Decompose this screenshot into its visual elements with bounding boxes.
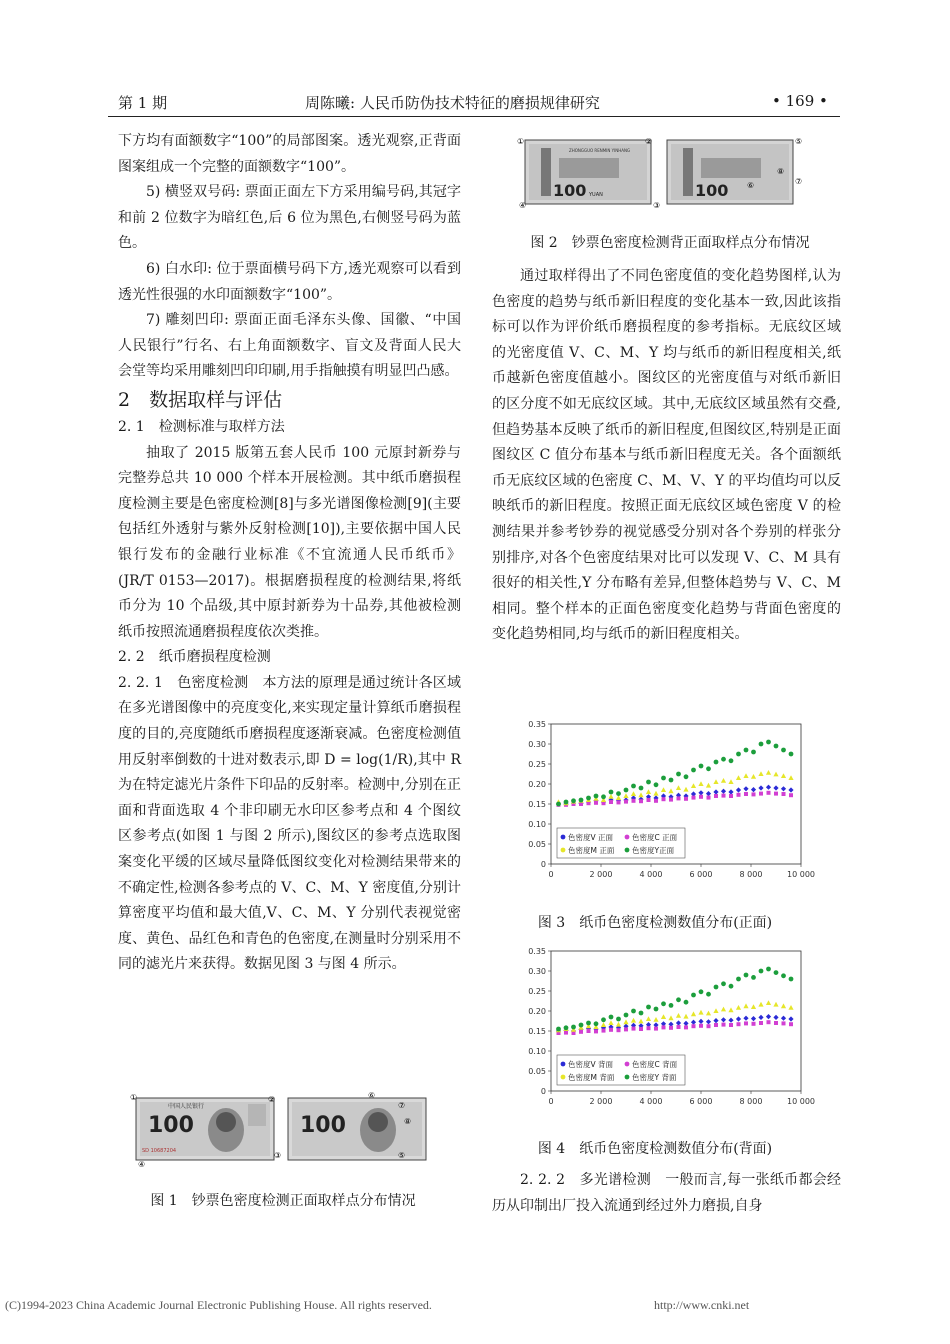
mark-7: ⑦ bbox=[398, 1101, 406, 1110]
point-M bbox=[638, 792, 643, 797]
point-V bbox=[766, 1014, 771, 1019]
point-C bbox=[789, 793, 793, 797]
point-C bbox=[677, 796, 681, 800]
point-V bbox=[736, 787, 741, 792]
point-C bbox=[617, 800, 621, 804]
y-tick-label: 0.20 bbox=[528, 1007, 546, 1016]
point-Y bbox=[736, 977, 741, 982]
point-M bbox=[683, 787, 688, 792]
point-V bbox=[743, 786, 748, 791]
point-V bbox=[758, 1015, 763, 1020]
mark-1: ① bbox=[517, 137, 525, 146]
point-C bbox=[624, 800, 628, 804]
point-Y bbox=[609, 790, 614, 795]
point-V bbox=[728, 789, 733, 794]
point-M bbox=[668, 788, 673, 793]
point-Y bbox=[631, 784, 636, 789]
point-Y bbox=[669, 778, 674, 783]
point-M bbox=[788, 1005, 793, 1010]
point-Y bbox=[714, 985, 719, 990]
point-V bbox=[698, 790, 703, 795]
running-title: 周陈曦: 人民币防伪技术特征的磨损规律研究 bbox=[305, 94, 600, 112]
point-M bbox=[736, 1005, 741, 1010]
point-Y bbox=[751, 975, 756, 980]
y-tick-label: 0.35 bbox=[528, 947, 546, 956]
note-back-right bbox=[667, 140, 793, 204]
legend-label: 色密度Y正面 bbox=[632, 846, 675, 855]
header-rule bbox=[108, 116, 840, 117]
point-Y bbox=[654, 1007, 659, 1012]
point-C bbox=[662, 1025, 666, 1029]
x-tick-label: 8 000 bbox=[739, 1097, 763, 1106]
point-C bbox=[707, 1024, 711, 1028]
y-tick-label: 0.20 bbox=[528, 780, 546, 789]
point-Y bbox=[654, 782, 659, 787]
point-M bbox=[788, 775, 793, 780]
point-C bbox=[594, 801, 598, 805]
point-M bbox=[781, 773, 786, 778]
point-Y bbox=[706, 992, 711, 997]
note-value: 100 bbox=[148, 1113, 194, 1138]
point-C bbox=[782, 792, 786, 796]
point-V bbox=[773, 785, 778, 790]
point-V bbox=[788, 1016, 793, 1021]
point-V bbox=[788, 787, 793, 792]
point-C bbox=[654, 1027, 658, 1031]
point-M bbox=[653, 1017, 658, 1022]
y-tick-label: 0.10 bbox=[528, 1047, 546, 1056]
legend-label: 色密度M 背面 bbox=[568, 1073, 615, 1082]
back-value: 100 bbox=[695, 181, 729, 200]
x-tick-label: 4 000 bbox=[639, 1097, 663, 1106]
point-V bbox=[781, 1016, 786, 1021]
mark-3: ③ bbox=[274, 1151, 282, 1160]
point-M bbox=[698, 1010, 703, 1015]
figure-1-banknote-front bbox=[128, 1092, 458, 1168]
point-V bbox=[758, 785, 763, 790]
point-C bbox=[669, 798, 673, 802]
mark-3: ③ bbox=[653, 201, 661, 210]
point-Y bbox=[571, 798, 576, 803]
point-C bbox=[744, 792, 748, 796]
point-C bbox=[759, 792, 763, 796]
point-M bbox=[601, 1022, 606, 1027]
note-front-left bbox=[136, 1098, 274, 1160]
legend-marker bbox=[625, 1062, 630, 1067]
figure-3-caption: 图 3 纸币色密度检测数值分布(正面) bbox=[537, 915, 773, 931]
item-serial-number: 5) 横竖双号码: 票面正面左下方采用编号码,其冠字和前 2 位数字为暗红色,后 6 位为黑色,右侧竖号码为蓝色。 bbox=[118, 184, 461, 252]
note-header: 中国人民银行 bbox=[168, 1103, 205, 1110]
point-C bbox=[632, 1027, 636, 1031]
point-Y bbox=[766, 740, 771, 745]
y-tick-label: 0.30 bbox=[528, 967, 546, 976]
point-Y bbox=[691, 768, 696, 773]
section-2-1-heading: 2. 1 检测标准与取样方法 bbox=[118, 418, 285, 435]
y-tick-label: 0.35 bbox=[528, 720, 546, 729]
point-M bbox=[766, 770, 771, 775]
x-tick-label: 10 000 bbox=[787, 870, 815, 879]
point-C bbox=[639, 799, 643, 803]
point-Y bbox=[639, 786, 644, 791]
point-Y bbox=[646, 780, 651, 785]
point-M bbox=[661, 787, 666, 792]
point-M bbox=[728, 1007, 733, 1012]
figure-1-caption: 图 1 钞票色密度检测正面取样点分布情况 bbox=[150, 1193, 416, 1209]
point-C bbox=[624, 1027, 628, 1031]
point-C bbox=[767, 791, 771, 795]
point-Y bbox=[759, 969, 764, 974]
point-M bbox=[706, 783, 711, 788]
point-Y bbox=[789, 752, 794, 757]
x-tick-label: 0 bbox=[548, 1097, 554, 1106]
point-Y bbox=[571, 1025, 576, 1030]
point-C bbox=[692, 1024, 696, 1028]
y-tick-label: 0.30 bbox=[528, 740, 546, 749]
section-2-heading: 2 数据取样与评估 bbox=[118, 388, 283, 411]
point-Y bbox=[556, 802, 561, 807]
point-Y bbox=[564, 1025, 569, 1030]
point-M bbox=[773, 772, 778, 777]
point-Y bbox=[646, 1005, 651, 1010]
legend-label: 色密度V 正面 bbox=[568, 833, 614, 842]
page-number: • 169 • bbox=[772, 92, 828, 110]
mark-6: ⑥ bbox=[747, 181, 755, 190]
point-C bbox=[722, 794, 726, 798]
copyright-notice: (C)1994-2023 China Academic Journal Electronic Publishing House. All rights reserved. bbox=[5, 1298, 432, 1312]
point-Y bbox=[781, 748, 786, 753]
point-M bbox=[661, 1014, 666, 1019]
point-C bbox=[662, 797, 666, 801]
legend-label: 色密度C 正面 bbox=[632, 833, 678, 842]
point-Y bbox=[661, 1001, 666, 1006]
point-Y bbox=[586, 796, 591, 801]
point-M bbox=[631, 1018, 636, 1023]
legend-label: 色密度Y 背面 bbox=[632, 1073, 677, 1082]
point-M bbox=[608, 794, 613, 799]
figure-4-chart bbox=[515, 945, 815, 1115]
point-C bbox=[684, 797, 688, 801]
point-C bbox=[677, 1025, 681, 1029]
point-Y bbox=[721, 981, 726, 986]
point-M bbox=[691, 1011, 696, 1016]
point-Y bbox=[631, 1009, 636, 1014]
source-url: http://www.cnki.net bbox=[654, 1298, 750, 1312]
back-header: ZHONGGUO RENMIN YINHANG bbox=[569, 148, 631, 153]
point-C bbox=[729, 1023, 733, 1027]
point-M bbox=[728, 779, 733, 784]
point-V bbox=[683, 1021, 688, 1026]
point-C bbox=[632, 799, 636, 803]
point-M bbox=[653, 791, 658, 796]
y-tick-label: 0.05 bbox=[528, 1067, 546, 1076]
point-C bbox=[707, 796, 711, 800]
point-Y bbox=[586, 1021, 591, 1026]
point-Y bbox=[556, 1027, 561, 1032]
point-Y bbox=[616, 1017, 621, 1022]
x-tick-label: 10 000 bbox=[787, 1097, 815, 1106]
y-tick-label: 0.25 bbox=[528, 760, 546, 769]
point-V bbox=[773, 1015, 778, 1020]
point-V bbox=[706, 1019, 711, 1024]
item-intaglio: 7) 雕刻凹印: 票面正面毛泽东头像、国徽、“中国人民银行”行名、右上角面额数字、盲文及背面人民大会堂等均采用雕刻凹印印刷,用手指触摸有明显凹凸感。 bbox=[118, 312, 461, 380]
legend-marker bbox=[561, 1075, 566, 1080]
point-Y bbox=[624, 788, 629, 793]
right-column-tail bbox=[492, 1168, 841, 1219]
point-M bbox=[713, 1008, 718, 1013]
x-tick-label: 2 000 bbox=[589, 1097, 613, 1106]
figure-3-chart bbox=[515, 718, 815, 888]
point-C bbox=[669, 1026, 673, 1030]
mark-2: ② bbox=[645, 137, 653, 146]
point-C bbox=[639, 1027, 643, 1031]
mark-5: ⑤ bbox=[795, 137, 803, 146]
figure-2-banknote-back bbox=[515, 134, 815, 210]
point-C bbox=[714, 1023, 718, 1027]
point-M bbox=[721, 1007, 726, 1012]
point-C bbox=[767, 1020, 771, 1024]
point-V bbox=[691, 1020, 696, 1025]
note-value: 100 bbox=[300, 1113, 346, 1138]
point-C bbox=[587, 1029, 591, 1033]
point-C bbox=[744, 1021, 748, 1025]
point-C bbox=[684, 1025, 688, 1029]
point-C bbox=[737, 793, 741, 797]
point-V bbox=[751, 1016, 756, 1021]
point-Y bbox=[601, 1017, 606, 1022]
legend-label: 色密度M 正面 bbox=[568, 846, 615, 855]
paragraph-color-density: 2. 2. 1 色密度检测 本方法的原理是通过统计各区域在多光谱图像中的亮度变化,来实现定量计算纸币磨损程度的目的,亮度随纸币磨损程度逐渐衰减。色密度检测值用反射率倒数的十进对数表示,即 D = log(1/R),其中 R 为在特定滤光片条件下印品的反射率。检测中,分别在正面和背面选取 4 个非印刷无水印区参考点和 4 个图纹区参考点(如图 1 与图 2 所示),图纹区的参考点选取图案变化平缓的区域尽量降低图纹变化对检测结果带来的不确定性,检测各参考点的 V、C、M、Y 密度值,分别计算密度平均值和最大值,V、C、M、Y 分别代表视觉密度、黄色、品红色和青色的色密度,在测量时分别采用不同的滤光片来获得。数据见图 3 与图 4 所示。 bbox=[118, 674, 461, 973]
point-Y bbox=[684, 1000, 689, 1005]
point-V bbox=[736, 1016, 741, 1021]
point-V bbox=[706, 791, 711, 796]
point-M bbox=[616, 1022, 621, 1027]
point-Y bbox=[579, 798, 584, 803]
point-C bbox=[654, 799, 658, 803]
point-Y bbox=[766, 967, 771, 972]
point-M bbox=[721, 778, 726, 783]
legend-label: 色密度V 背面 bbox=[568, 1060, 614, 1069]
y-tick-label: 0.15 bbox=[528, 800, 546, 809]
point-V bbox=[676, 1020, 681, 1025]
point-M bbox=[751, 1004, 756, 1009]
legend-marker bbox=[625, 848, 630, 853]
point-Y bbox=[594, 794, 599, 799]
point-M bbox=[781, 1003, 786, 1008]
back-value: 100 bbox=[553, 181, 587, 200]
x-tick-label: 8 000 bbox=[739, 870, 763, 879]
y-tick-label: 0.10 bbox=[528, 820, 546, 829]
point-M bbox=[668, 1015, 673, 1020]
legend-marker bbox=[625, 1075, 630, 1080]
point-Y bbox=[684, 774, 689, 779]
issue-number: 第 1 期 bbox=[118, 94, 168, 112]
point-M bbox=[743, 1003, 748, 1008]
point-C bbox=[609, 800, 613, 804]
point-Y bbox=[699, 764, 704, 769]
figure-4-caption: 图 4 纸币色密度检测数值分布(背面) bbox=[537, 1141, 773, 1157]
point-V bbox=[751, 787, 756, 792]
point-C bbox=[714, 794, 718, 798]
section-2-2-heading: 2. 2 纸币磨损程度检测 bbox=[118, 649, 271, 666]
left-column bbox=[118, 129, 461, 978]
note-back-left bbox=[525, 140, 651, 204]
point-M bbox=[698, 781, 703, 786]
point-C bbox=[752, 792, 756, 796]
point-M bbox=[751, 774, 756, 779]
y-tick-label: 0 bbox=[540, 1087, 546, 1096]
mark-5: ⑤ bbox=[398, 1151, 406, 1160]
note-front-right bbox=[288, 1098, 426, 1160]
point-Y bbox=[609, 1015, 614, 1020]
point-M bbox=[683, 1014, 688, 1019]
point-C bbox=[647, 798, 651, 802]
point-C bbox=[594, 1029, 598, 1033]
point-M bbox=[646, 1016, 651, 1021]
point-M bbox=[623, 1019, 628, 1024]
back-unit: YUAN bbox=[589, 192, 603, 198]
point-C bbox=[699, 795, 703, 799]
figure-2-caption: 图 2 钞票色密度检测背正面取样点分布情况 bbox=[530, 235, 810, 251]
point-Y bbox=[744, 748, 749, 753]
mark-8: ⑧ bbox=[404, 1117, 412, 1126]
point-M bbox=[758, 1002, 763, 1007]
mark-8: ⑧ bbox=[777, 167, 785, 176]
point-Y bbox=[601, 794, 606, 799]
point-Y bbox=[714, 760, 719, 765]
point-C bbox=[602, 1029, 606, 1033]
point-Y bbox=[624, 1013, 629, 1018]
point-C bbox=[752, 1022, 756, 1026]
point-Y bbox=[774, 744, 779, 749]
x-tick-label: 4 000 bbox=[639, 870, 663, 879]
point-C bbox=[759, 1021, 763, 1025]
y-tick-label: 0.15 bbox=[528, 1027, 546, 1036]
point-C bbox=[729, 794, 733, 798]
point-C bbox=[722, 1023, 726, 1027]
point-C bbox=[579, 1030, 583, 1034]
point-C bbox=[617, 1028, 621, 1032]
point-Y bbox=[789, 977, 794, 982]
item-white-watermark: 6) 白水印: 位于票面横号码下方,透光观察可以看到透光性很强的水印面额数字“100”。 bbox=[118, 260, 461, 303]
point-M bbox=[691, 783, 696, 788]
point-Y bbox=[616, 791, 621, 796]
point-Y bbox=[736, 752, 741, 757]
point-C bbox=[737, 1022, 741, 1026]
x-tick-label: 6 000 bbox=[689, 1097, 713, 1106]
mark-4: ④ bbox=[138, 1160, 146, 1168]
point-M bbox=[736, 775, 741, 780]
point-M bbox=[743, 773, 748, 778]
point-Y bbox=[781, 973, 786, 978]
point-Y bbox=[579, 1023, 584, 1028]
legend-marker bbox=[561, 1062, 566, 1067]
x-tick-label: 6 000 bbox=[689, 870, 713, 879]
mark-1: ① bbox=[130, 1093, 138, 1102]
point-C bbox=[699, 1024, 703, 1028]
point-Y bbox=[691, 993, 696, 998]
point-V bbox=[721, 1017, 726, 1022]
point-V bbox=[728, 1018, 733, 1023]
point-M bbox=[676, 1013, 681, 1018]
note-serial: SD 10687204 bbox=[142, 1148, 177, 1154]
point-M bbox=[676, 785, 681, 790]
point-Y bbox=[744, 973, 749, 978]
point-M bbox=[758, 771, 763, 776]
point-Y bbox=[669, 1003, 674, 1008]
legend-label: 色密度C 背面 bbox=[632, 1060, 678, 1069]
point-Y bbox=[729, 984, 734, 989]
point-C bbox=[609, 1028, 613, 1032]
point-C bbox=[647, 1026, 651, 1030]
point-Y bbox=[564, 800, 569, 805]
paragraph-sampling: 抽取了 2015 版第五套人民币 100 元原封新券与完整券总共 10 000 个样本开展检测。其中纸币磨损程度检测主要是色密度检测[8]与多光谱图像检测[9](主要包括红外透射与紫外反射检测[10]),主要依据中国人民银行发布的金融行业标准《不宜流通人民币纸币》(JR/T 0153—2017)。根据磨损程度的检测结果,将纸币分为 10 个品级,其中原封新券为十品券,其他被检测纸币按照流通磨损程度依次类推。 bbox=[118, 444, 461, 640]
paragraph-continued: 下方均有面额数字“100”的局部图案。透光观察,正背面图案组成一个完整的面额数字“100”。 bbox=[118, 133, 461, 175]
point-Y bbox=[594, 1021, 599, 1026]
y-tick-label: 0 bbox=[540, 860, 546, 869]
point-Y bbox=[751, 750, 756, 755]
point-M bbox=[773, 1002, 778, 1007]
point-C bbox=[789, 1022, 793, 1026]
point-V bbox=[698, 1019, 703, 1024]
point-M bbox=[646, 789, 651, 794]
point-M bbox=[608, 1020, 613, 1025]
mark-6: ⑥ bbox=[368, 1092, 376, 1100]
paragraph-multispectral: 2. 2. 2 多光谱检测 一般而言,每一张纸币都会经历从印制出厂投入流通到经过外力磨损,自身 bbox=[492, 1172, 841, 1214]
point-Y bbox=[699, 989, 704, 994]
point-V bbox=[721, 789, 726, 794]
point-Y bbox=[661, 776, 666, 781]
point-M bbox=[713, 779, 718, 784]
point-V bbox=[766, 785, 771, 790]
point-Y bbox=[774, 970, 779, 975]
point-C bbox=[692, 796, 696, 800]
point-M bbox=[638, 1019, 643, 1024]
point-Y bbox=[676, 772, 681, 777]
point-Y bbox=[676, 997, 681, 1002]
point-Y bbox=[759, 742, 764, 747]
y-tick-label: 0.05 bbox=[528, 840, 546, 849]
right-column-text bbox=[492, 264, 841, 648]
point-V bbox=[713, 789, 718, 794]
point-Y bbox=[706, 766, 711, 771]
point-M bbox=[631, 791, 636, 796]
point-Y bbox=[721, 757, 726, 762]
point-C bbox=[774, 1021, 778, 1025]
mark-2: ② bbox=[268, 1095, 276, 1104]
legend-marker bbox=[561, 848, 566, 853]
point-M bbox=[623, 793, 628, 798]
legend-marker bbox=[561, 835, 566, 840]
point-M bbox=[766, 1000, 771, 1005]
x-tick-label: 2 000 bbox=[589, 870, 613, 879]
x-tick-label: 0 bbox=[548, 870, 554, 879]
point-C bbox=[564, 1031, 568, 1035]
mark-7: ⑦ bbox=[795, 177, 803, 186]
point-V bbox=[781, 786, 786, 791]
mark-4: ④ bbox=[519, 201, 527, 210]
point-Y bbox=[729, 758, 734, 763]
point-Y bbox=[639, 1011, 644, 1016]
paragraph-analysis: 通过取样得出了不同色密度值的变化趋势图样,认为色密度的趋势与纸币新旧程度的变化基本一致,因此该指标可以作为评价纸币磨损程度的参考指标。无底纹区域的光密度值 V、C、M、Y 均与纸币的新旧程度相关,纸币越新色密度值越小。图纹区的光密度值与对纸币新旧的区分度不如无底纹区域。其中,无底纹区域虽然有交叠,但趋势基本反映了纸币的新旧程度,但图纹区,特别是正面图纹区 C 值分布基本与纸币新旧程度无关。各个面额纸币无底纹区域的色密度 C、M、V、Y 的平均值均可以反映纸币的新旧程度。按照正面无底纹区域色密度 V 的检测结果并参考钞券的视觉感受分别对各个券别的样张分别排序,对各个色密度结果对比可以发现 V、C、M 具有很好的相关性,Y 分布略有差异,但整体趋势与 V、C、M 相同。整个样本的正面色密度变化趋势与背面色密度的变化趋势相同,均与纸币的新旧程度相关。 bbox=[492, 268, 841, 643]
point-M bbox=[706, 1011, 711, 1016]
y-tick-label: 0.25 bbox=[528, 987, 546, 996]
point-V bbox=[713, 1018, 718, 1023]
point-C bbox=[782, 1021, 786, 1025]
legend-marker bbox=[625, 835, 630, 840]
point-C bbox=[774, 792, 778, 796]
point-V bbox=[743, 1016, 748, 1021]
